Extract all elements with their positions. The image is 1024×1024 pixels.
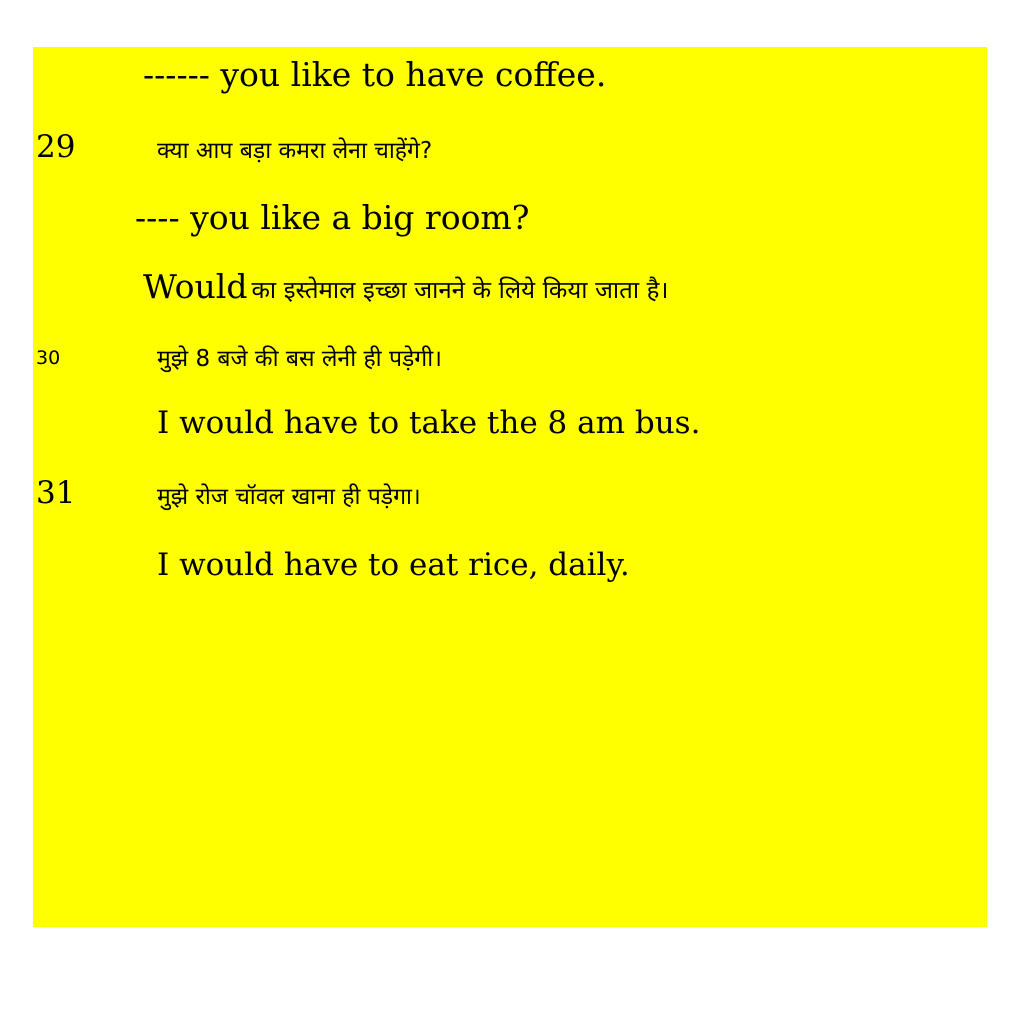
english-line-rice: I would have to eat rice, daily.	[157, 547, 630, 583]
english-line-bus: I would have to take the 8 am bus.	[157, 405, 701, 441]
english-line-big-room: ---- you like a big room?	[135, 198, 530, 237]
hindi-line-31: मुझे रोज चॉवल खाना ही पड़ेगा।	[157, 484, 421, 510]
hindi-line-30: मुझे 8 बजे की बस लेनी ही पड़ेगी।	[157, 346, 442, 372]
would-keyword: Would	[143, 267, 248, 306]
hindi-line-29: क्या आप बड़ा कमरा लेना चाहेंगे?	[157, 138, 433, 164]
yellow-slide	[33, 47, 987, 927]
item-number-30: 30	[36, 347, 61, 369]
english-line-coffee: ------ you like to have coffee.	[143, 55, 607, 94]
item-number-31: 31	[36, 475, 76, 511]
item-number-29: 29	[36, 129, 76, 165]
would-explanation: का इस्तेमाल इच्छा जानने के लिये किया जाता है।	[251, 276, 669, 304]
would-usage-note	[143, 267, 669, 306]
